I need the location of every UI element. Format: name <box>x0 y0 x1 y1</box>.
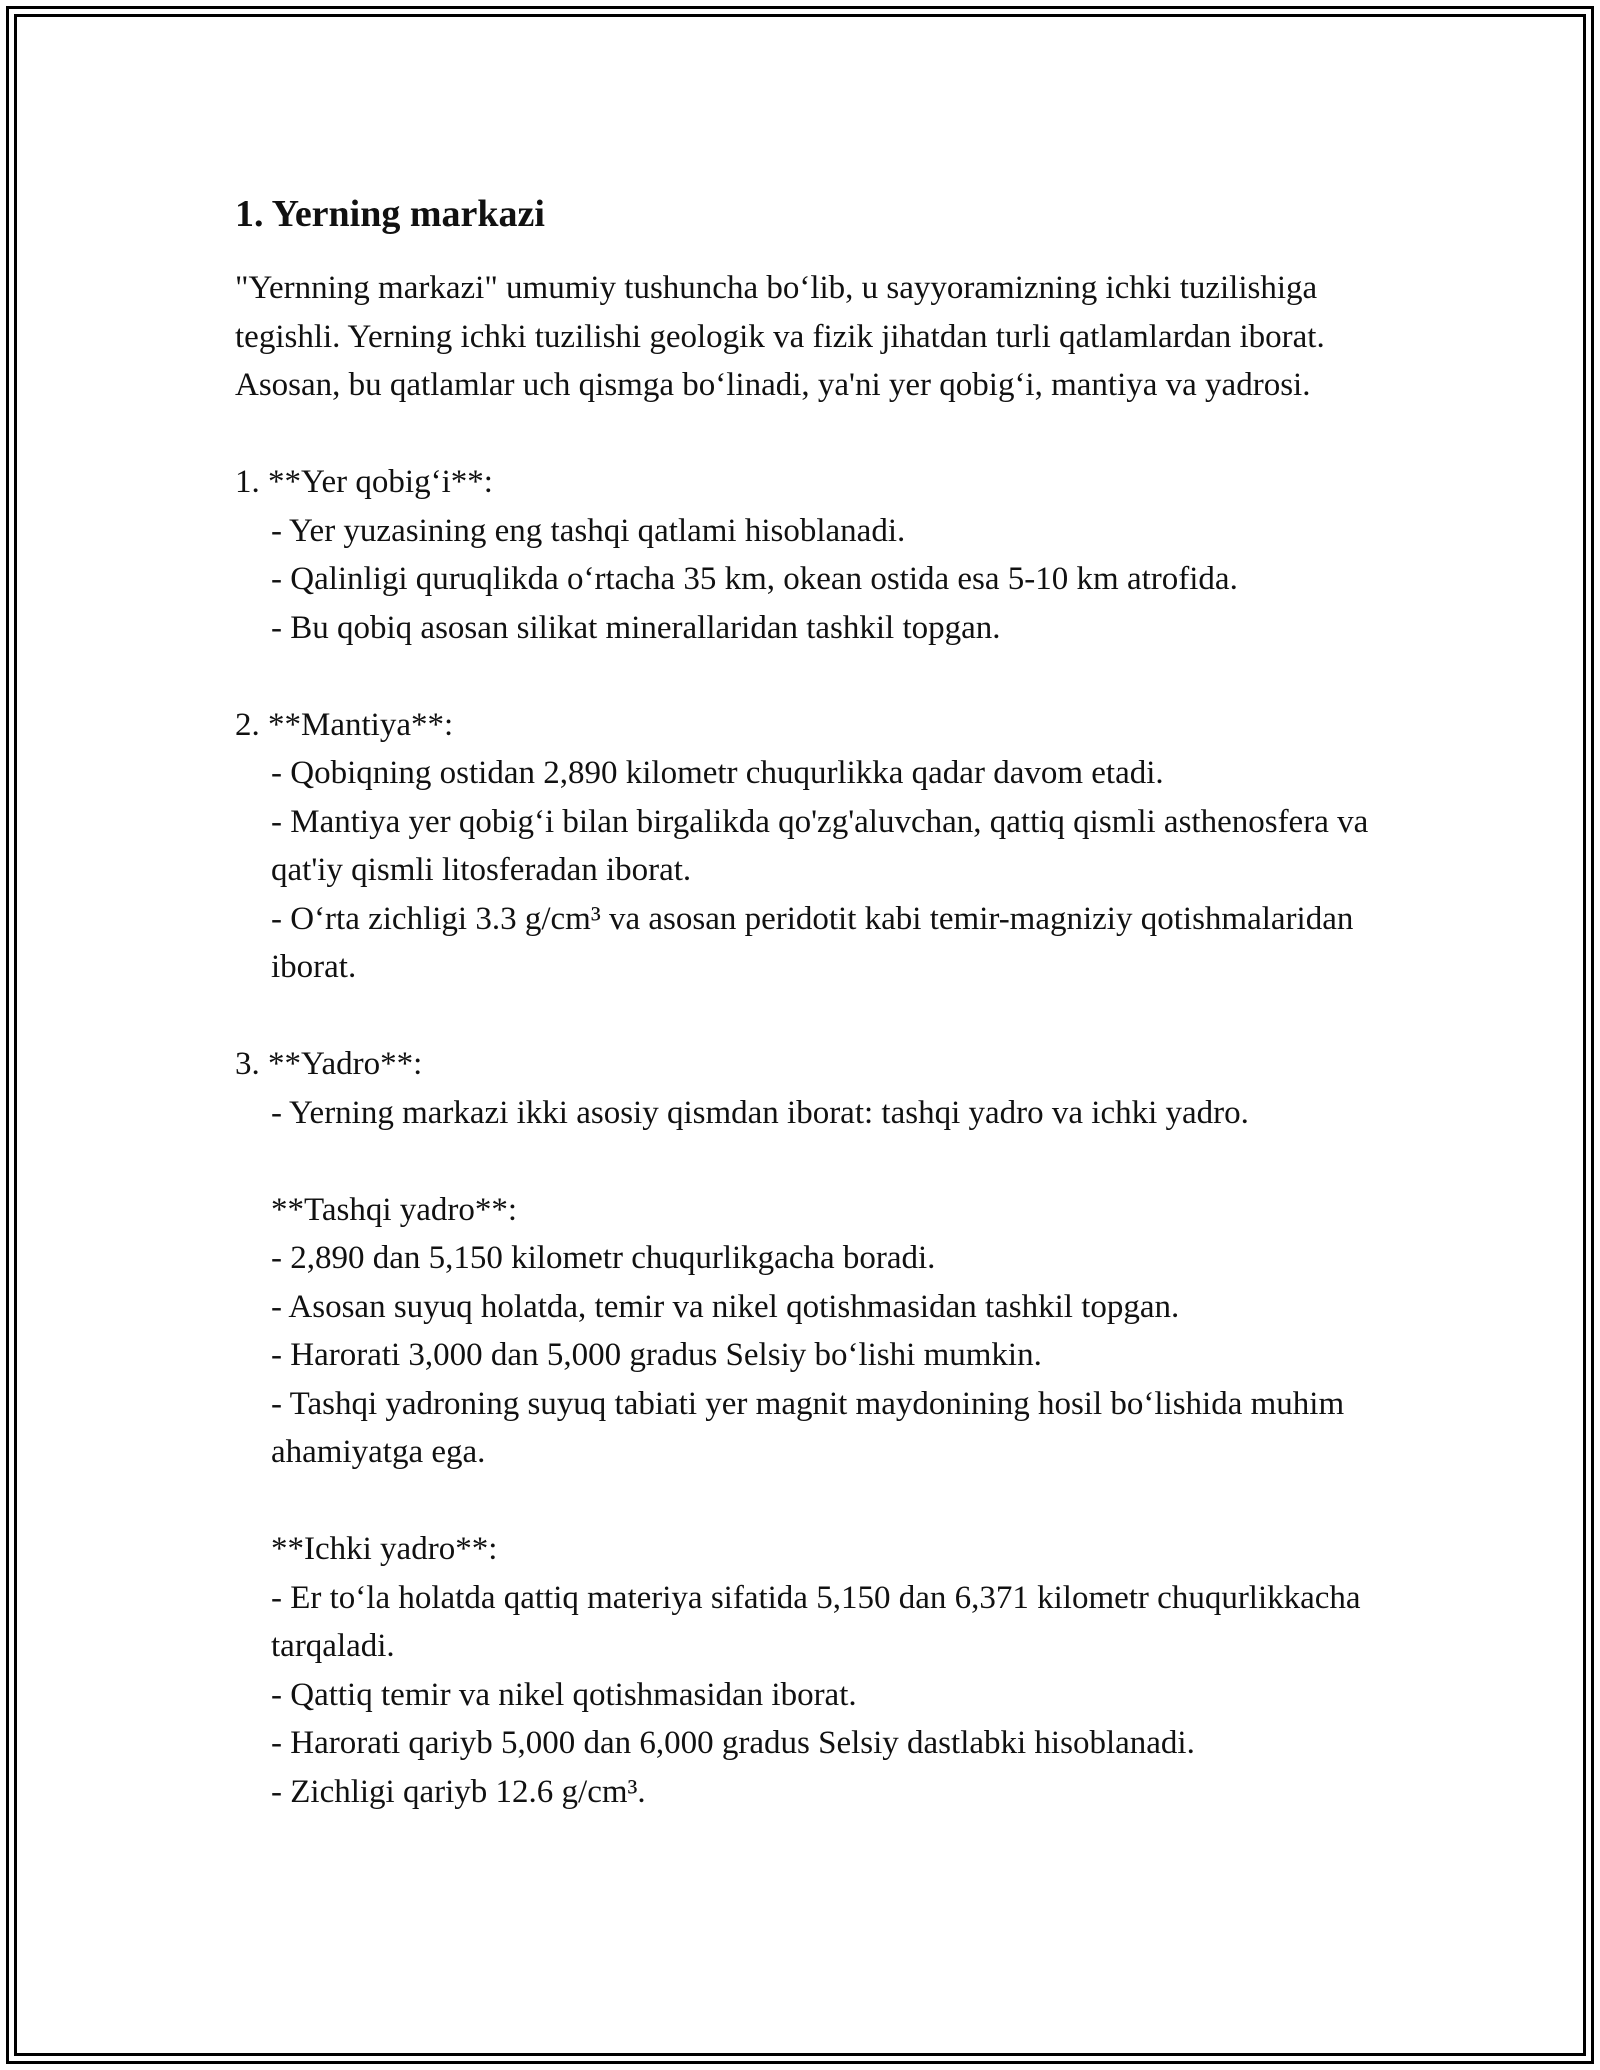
list-item: - Harorati 3,000 dan 5,000 gradus Selsiy bo‘lishi mumkin. <box>271 1337 1042 1373</box>
list-item: - Yer yuzasining eng tashqi qatlami hisoblanadi. <box>271 512 906 549</box>
outer-core-heading: **Tashqi yadro**: <box>271 1191 518 1228</box>
intro-paragraph: "Yernning markazi" umumiy tushuncha bo‘lib, u sayyoramizning ichki tuzilishiga tegishli. Yerning ichki tuzilishi geologik va fizik jihatdan turli qatlamlardan iborat. Asosan, bu qatlamlar uch qismga bo‘linadi, ya'ni yer qobig‘i, mantiya va yadrosi. <box>235 270 1325 403</box>
list-item: - Yerning markazi ikki asosiy qismdan iborat: tashqi yadro va ichki yadro. <box>271 1094 1249 1131</box>
list-item: - Er to‘la holatda qattiq materiya sifatida 5,150 dan 6,371 kilometr chuqurlikkacha tarqaladi. <box>271 1579 1361 1664</box>
document-title: 1. Yerning markazi <box>235 193 545 235</box>
document-page <box>235 180 1415 1816</box>
section-core-heading: 3. **Yadro**: <box>235 1046 423 1082</box>
list-item: - 2,890 dan 5,150 kilometr chuqurlikgacha boradi. <box>271 1240 936 1276</box>
list-item: - O‘rta zichligi 3.3 g/cm³ va asosan peridotit kabi temir-magniziy qotishmalaridan iborat. <box>271 900 1354 985</box>
list-item: - Asosan suyuq holatda, temir va nikel qotishmasidan tashkil topgan. <box>271 1288 1180 1325</box>
list-item: - Harorati qariyb 5,000 dan 6,000 gradus Selsiy dastlabki hisoblanadi. <box>271 1725 1195 1761</box>
list-item: - Zichligi qariyb 12.6 g/cm³. <box>271 1773 646 1810</box>
list-item: - Qobiqning ostidan 2,890 kilometr chuqurlikka qadar davom etadi. <box>271 755 1164 791</box>
list-item: - Tashqi yadroning suyuq tabiati yer magnit maydonining hosil bo‘lishida muhim ahamiyatga ega. <box>271 1385 1345 1470</box>
list-item: - Bu qobiq asosan silikat minerallaridan tashkil topgan. <box>271 609 1001 646</box>
section-crust-heading: 1. **Yer qobig‘i**: <box>235 464 493 500</box>
inner-core-heading: **Ichki yadro**: <box>271 1531 498 1567</box>
list-item: - Qattiq temir va nikel qotishmasidan iborat. <box>271 1676 857 1713</box>
list-item: - Mantiya yer qobig‘i bilan birgalikda qo'zg'aluvchan, qattiq qismli asthenosfera va qat'iy qismli litosferadan iborat. <box>271 803 1369 888</box>
list-item: - Qalinligi quruqlikda o‘rtacha 35 km, okean ostida esa 5-10 km atrofida. <box>271 561 1238 597</box>
section-mantle-heading: 2. **Mantiya**: <box>235 706 454 743</box>
